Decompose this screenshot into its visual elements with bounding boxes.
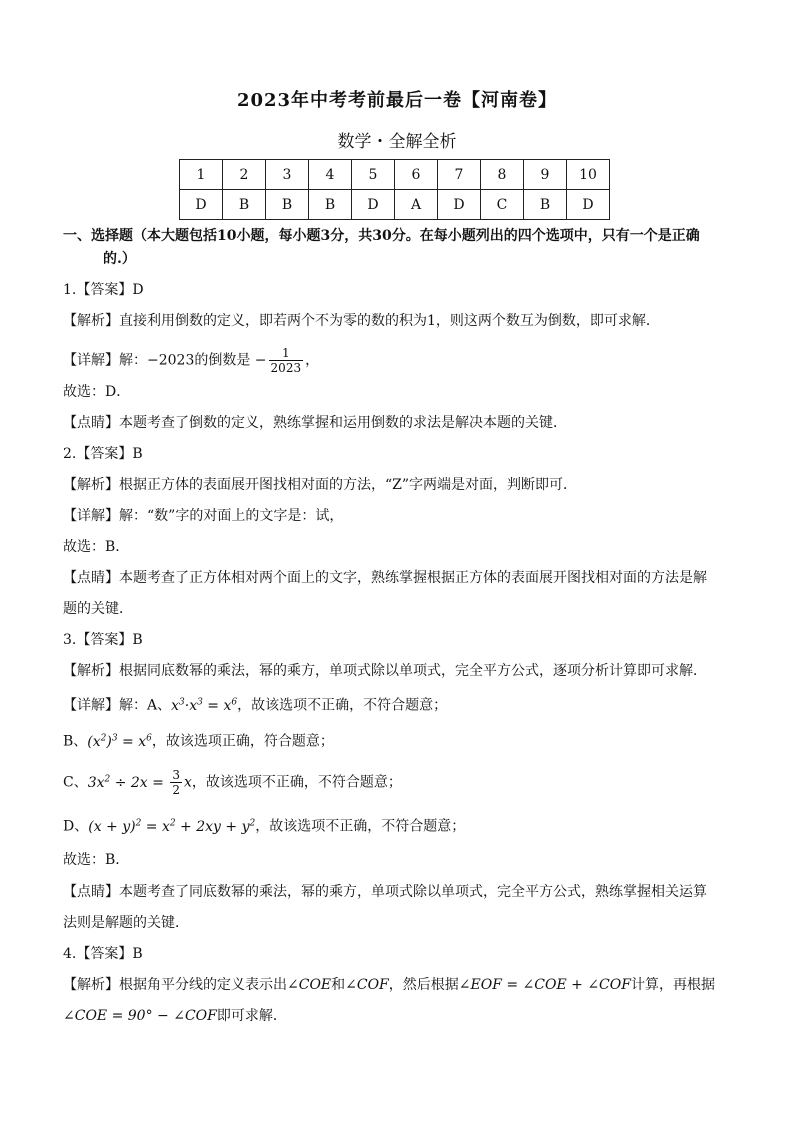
q2-comment-cont: 题的关键． bbox=[63, 601, 133, 617]
q3-detail-b-prefix: B、 bbox=[63, 733, 88, 750]
q1-choose: 故选：D． bbox=[63, 384, 131, 400]
q1-detail bbox=[63, 346, 743, 375]
q3-expr-c: $3x^2 \div 2x$ = bbox=[87, 773, 169, 791]
q1-detail-text: 【详解】解：−2023的倒数是 − bbox=[63, 352, 267, 369]
q1-fraction bbox=[269, 346, 304, 375]
answer-letter: D bbox=[180, 190, 223, 220]
q2-choose: 故选：B． bbox=[63, 539, 130, 555]
page-subtitle: 数学・全解全析 bbox=[337, 132, 457, 152]
q3-detail-a-suffix: ，故该选项不正确，不符合题意； bbox=[237, 697, 448, 714]
q1-answer: 1.【答案】D bbox=[63, 282, 144, 298]
answer-letter: B bbox=[223, 190, 266, 220]
q2-answer: 2.【答案】B bbox=[63, 446, 143, 462]
section-heading-cont: 的.） bbox=[103, 251, 136, 267]
answer-number: 4 bbox=[309, 160, 352, 190]
q1-analysis: 【解析】直接利用倒数的定义，即若两个不为零的数的积为1，则这两个数互为倒数，即可求解． bbox=[63, 313, 660, 329]
q3-expr-b: $(x^2)^3 = x^6$ bbox=[87, 733, 152, 750]
answer-number: 1 bbox=[180, 160, 223, 190]
q3-choose: 故选：B． bbox=[63, 852, 130, 868]
answer-number: 9 bbox=[524, 160, 567, 190]
q3-detail-c-suffix: ，故该选项不正确，不符合题意； bbox=[191, 774, 402, 791]
q4-angle-coe: ∠COE bbox=[287, 977, 332, 993]
q4-expr-coe: ∠COE = 90° − ∠COF bbox=[63, 1008, 217, 1024]
section-heading: 一、选择题（本大题包括10小题，每小题3分，共30分。在每小题列出的四个选项中，只有一个是正确 bbox=[63, 228, 700, 244]
q4-analysis-cont-suffix: 即可求解． bbox=[216, 1008, 287, 1024]
answer-letter: D bbox=[567, 190, 610, 220]
q3-expr-a: $x^3\cdot x^3 = x^6$ bbox=[171, 697, 238, 714]
page-title: 2023年中考考前最后一卷【河南卷】 bbox=[236, 90, 558, 111]
q2-detail: 【详解】解：“数”字的对面上的文字是：试， bbox=[63, 508, 344, 524]
fraction-denominator: 2 bbox=[172, 783, 180, 797]
q3-detail-a-prefix: 【详解】解：A、 bbox=[63, 697, 172, 714]
q3-detail-c bbox=[63, 768, 743, 797]
q3-detail-d-suffix: ，故该选项不正确，不符合题意； bbox=[255, 818, 466, 835]
answer-letter: D bbox=[438, 190, 481, 220]
q3-detail-d-prefix: D、 bbox=[63, 818, 89, 835]
q4-analysis-suffix: 计算，再根据 bbox=[630, 977, 715, 993]
q3-detail-c-prefix: C、 bbox=[63, 774, 88, 791]
q1-detail-suffix: ， bbox=[305, 352, 320, 369]
answer-number: 2 bbox=[223, 160, 266, 190]
q3-expr-d: $(x + y)^2 = x^2 + 2xy + y^2$ bbox=[88, 818, 256, 835]
fraction-numerator: 1 bbox=[269, 346, 304, 361]
answer-letter: D bbox=[352, 190, 395, 220]
q2-comment: 【点睛】本题考查了正方体相对两个面上的文字，熟练掌握根据正方体的表面展开图找相对面的方法是解 bbox=[63, 570, 707, 586]
q3-expr-c-var: x bbox=[183, 774, 192, 791]
answer-letter: B bbox=[309, 190, 352, 220]
answer-letter: B bbox=[266, 190, 309, 220]
fraction-numerator: 3 bbox=[172, 768, 180, 782]
answer-letter: A bbox=[395, 190, 438, 220]
q3-detail-b bbox=[63, 728, 743, 752]
answer-table bbox=[179, 159, 610, 220]
q4-angle-cof: ∠COF bbox=[345, 977, 389, 993]
q4-answer: 4.【答案】B bbox=[63, 946, 143, 962]
answer-number: 5 bbox=[352, 160, 395, 190]
answer-letter: B bbox=[524, 190, 567, 220]
answer-table-letter-row bbox=[180, 190, 610, 220]
q4-analysis-prefix: 【解析】根据角平分线的定义表示出 bbox=[63, 977, 287, 993]
q3-detail-d bbox=[63, 813, 743, 837]
q4-analysis bbox=[63, 975, 743, 995]
q4-analysis-mid1: 和 bbox=[331, 977, 346, 993]
answer-table-number-row bbox=[180, 160, 610, 190]
answer-number: 3 bbox=[266, 160, 309, 190]
answer-number: 6 bbox=[395, 160, 438, 190]
q3-comment: 【点睛】本题考查了同底数幂的乘法，幂的乘方，单项式除以单项式，完全平方公式，熟练掌握相关运算 bbox=[63, 884, 707, 900]
q3-comment-cont: 法则是解题的关键． bbox=[63, 915, 189, 931]
q3-detail-b-suffix: ，故该选项正确，符合题意； bbox=[151, 733, 334, 750]
fraction-denominator: 2023 bbox=[270, 361, 302, 375]
q3-fraction bbox=[170, 768, 182, 797]
q4-analysis-cont bbox=[63, 1006, 743, 1026]
q1-comment: 【点睛】本题考查了倒数的定义，熟练掌握和运用倒数的求法是解决本题的关键． bbox=[63, 415, 567, 431]
q3-analysis: 【解析】根据同底数幂的乘法，幂的乘方，单项式除以单项式，完全平方公式，逐项分析计算即可求解． bbox=[63, 663, 707, 679]
q3-answer: 3.【答案】B bbox=[63, 632, 143, 648]
answer-number: 10 bbox=[567, 160, 610, 190]
q2-analysis: 【解析】根据正方体的表面展开图找相对面的方法，“Z”字两端是对面，判断即可． bbox=[63, 477, 578, 493]
answer-number: 7 bbox=[438, 160, 481, 190]
answer-number: 8 bbox=[481, 160, 524, 190]
q4-analysis-mid2: ，然后根据 bbox=[388, 977, 459, 993]
q3-detail-a bbox=[63, 692, 743, 716]
q4-expr-eof: ∠EOF = ∠COE + ∠COF bbox=[458, 977, 631, 993]
answer-letter: C bbox=[481, 190, 524, 220]
